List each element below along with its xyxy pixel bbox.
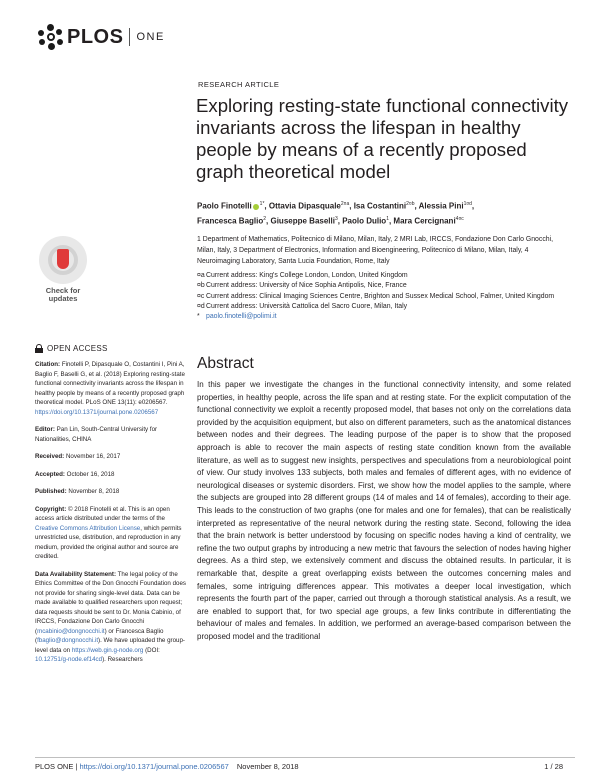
author-name[interactable]: Isa Costantini (353, 201, 407, 211)
author-name[interactable]: Francesca Baglio (197, 216, 264, 226)
email-link[interactable]: fbaglio@dongnocchi.it (37, 637, 99, 644)
article-title: Exploring resting-state functional connectivity invariants across the lifespan in healthy people by means of a recently proposed graph theoretical model (196, 95, 569, 182)
current-address-item (197, 292, 577, 302)
copyright: Copyright: © 2018 Finotelli et al. This is an open access article distributed under the terms of the Creative Commons Attribution License, which permits unrestricted use, distribution, and reproduction in any medium, provided the original author and source are credited. (35, 505, 182, 560)
check-updates-line1: Check for (45, 286, 81, 295)
editor: Editor: Pan Lin, South-Central University for Nationalities, CHINA (35, 426, 158, 443)
author-name[interactable]: Giuseppe Baselli (270, 216, 335, 226)
affiliations: 1 Department of Mathematics, Politecnico di Milano, Milan, Italy, 2 MRI Lab, IRCCS, Fondazione Don Carlo Gnocchi, Milan, Italy, 3 Department of Electronics, Information and Bioengineering, Politecnico di Milano, Milan, Italy, 4 Neuroimaging Laboratory, Santa Lucia Foundation, Rome, Italy (197, 236, 554, 266)
plos-logo-icon (38, 24, 64, 50)
author-sup: 1¤d (463, 201, 472, 207)
corresponding-email (197, 312, 577, 322)
author-name[interactable]: Alessia Pini (418, 201, 464, 211)
plos-logo[interactable] (38, 24, 165, 50)
address-symbol: ¤a (197, 272, 205, 279)
author-sup: 1* (259, 201, 265, 207)
address-text: Current address: University of Nice Sophia Antipolis, Nice, France (206, 282, 407, 290)
abstract-body: In this paper we investigate the changes in the functional connectivity intensity, and some related properties, in healthy people, across the life span and at resting state. For the explicit computation of the functional connectivity we exploit a recently proposed model, that bases not only on the correlations data provided by the acquisition equipment, but also on different parameters, such as the anatomical distances between nodes and their degrees. The leading purpose of the paper is to show that the proposed approach is able to recover the main aspects of resting state condition known from the available literature, as well as to suggest new insights, perspectives and speculations from a neurobiological point of view. Our study involves 133 subjects, both males and females of different ages, with no evidence of neurological diseases or systemic disorders. First, we show how the model applies to the sample, where the subjects are grouped into 28 different groups (14 of males and 14 of females), according to their age. This leads to the construction of two graphs (one for males and one for females), that can be realistically interpreted as representative of the neural network during the resting state. Second, following the idea that the brain network is better understood by focusing on specific nodes having a kind of centrality, we refine the two output graphs by introducing a new metric that favours the selection of nodes having higher degrees. As a third step, we extensively comment and discuss the obtained results. In particular, it is remarkable that, despite a great overlapping exists between the outcomes concerning males and females, some intriguing differences appear. This motivates a deeper local investigation, which represents the fourth part of the paper, carried out through a thorough statistical analysis. As a result, we are enabled to support that, for two special age groups, a few links contribute in differentiating the behaviour of males and females. In addition, we performed an average-based comparison between the proposed model and the traditional (197, 380, 571, 641)
current-address-item (197, 271, 577, 281)
check-updates-line2: updates (48, 294, 78, 303)
author-name[interactable]: Paolo Dulio (342, 216, 387, 226)
footer-divider (35, 757, 575, 758)
citation: Citation: Finotelli P, Dipasquale O, Costantini I, Pini A, Baglio F, Baselli G, et al. (2018) Exploring resting-state functional connectivity invariants across the lifespan in healthy people by means of a recently proposed graph theoretical model. PLoS ONE 13(11): e0206567. https://doi.org/10.1371/journal.pone.0206567 (35, 361, 185, 416)
dataset-doi-link[interactable]: 10.12751/g-node.ef14cd (35, 656, 103, 663)
article-metadata-column (35, 360, 187, 673)
author-list (197, 198, 567, 227)
open-access-label (35, 344, 108, 353)
abstract-heading: Abstract (197, 355, 254, 372)
author-sup: 1 (386, 215, 389, 222)
received-date: Received: November 16, 2017 (35, 453, 121, 460)
logo-wordmark: PLOS (67, 25, 124, 48)
current-addresses (197, 271, 577, 322)
address-text: Current address: Clinical Imaging Sciences Centre, Brighton and Sussex Medical School, Falmer, United Kingdom (206, 292, 555, 300)
address-text: Current address: King's College London, London, United Kingdom (206, 272, 408, 279)
author-sup: 4¤c (455, 215, 464, 222)
address-symbol: ¤b (197, 282, 205, 290)
accepted-date: Accepted: October 16, 2018 (35, 470, 115, 478)
logo-divider (129, 28, 130, 46)
footer (35, 762, 299, 771)
page-number: 1 / 28 (544, 762, 563, 771)
footer-separator: | (75, 762, 78, 771)
address-symbol: ¤d (197, 302, 205, 310)
address-text: Current address: Università Cattolica del Sacro Cuore, Milan, Italy (206, 302, 408, 310)
citation-doi-link[interactable]: https://doi.org/10.1371/journal.pone.0206567 (35, 408, 159, 416)
footer-doi-link[interactable]: https://doi.org/10.1371/journal.pone.0206567 (79, 762, 229, 771)
author-sup: 3 (334, 215, 338, 222)
email-link[interactable]: mcabinio@dongnocchi.it (37, 627, 105, 635)
check-for-updates-badge[interactable] (36, 236, 90, 306)
open-access-text: OPEN ACCESS (47, 344, 108, 353)
logo-journal-name: ONE (136, 31, 165, 43)
address-symbol: ¤c (197, 292, 205, 300)
author-name[interactable]: Mara Cercignani (393, 216, 456, 226)
author-line-1: Paolo Finotelli $^{1*}$, Ottavia Dipasquale$^{2¤a}$, Isa Costantini$^{2¤b}$, Alessia Pini$^{1¤d}$, (197, 201, 475, 211)
email-link[interactable]: paolo.finotelli@polimi.it (206, 313, 277, 321)
license-link[interactable]: Creative Commons Attribution License (35, 524, 141, 532)
footer-date: November 8, 2018 (236, 762, 299, 771)
current-address-item (197, 281, 577, 291)
data-availability: Data Availability Statement: The legal policy of the Ethics Committee of the Don Gnocchi Foundation does not provide for sharing single-level data. Data can be made available to qualified researchers upon request; data requests should be sent to Dr. Monia Cabinio, of IRCCS, Fondazione Don Carlo Gnocchi (mcabinio@dongnocchi.it) or Francesca Baglio (fbaglio@dongnocchi.it). We have uploaded the group-level data on https://web.gin.g-node.org (DOI: 10.12751/g-node.ef14cd). Researchers (35, 570, 186, 663)
orcid-icon[interactable] (253, 204, 259, 210)
published-date: Published: November 8, 2018 (35, 488, 120, 495)
open-lock-icon (35, 344, 43, 353)
article-type: RESEARCH ARTICLE (198, 80, 280, 89)
current-address-item (197, 302, 577, 312)
author-line-2: Francesca Baglio$^2$, Giuseppe Baselli$^3$, Paolo Dulio$^1$, Mara Cercignani$^{4¤c}$ (197, 215, 464, 226)
gnode-link[interactable]: https://web.gin.g-node.org (71, 646, 144, 654)
author-sup: 2 (263, 215, 267, 222)
author-sup: 2¤a (340, 201, 350, 207)
check-for-updates-icon (39, 236, 87, 284)
author-name[interactable]: Ottavia Dipasquale (268, 201, 341, 211)
author-sup: 2¤b (406, 201, 415, 207)
footer-journal: PLOS ONE (35, 762, 74, 771)
email-symbol: * (197, 313, 200, 321)
author-name[interactable]: Paolo Finotelli (197, 201, 252, 211)
